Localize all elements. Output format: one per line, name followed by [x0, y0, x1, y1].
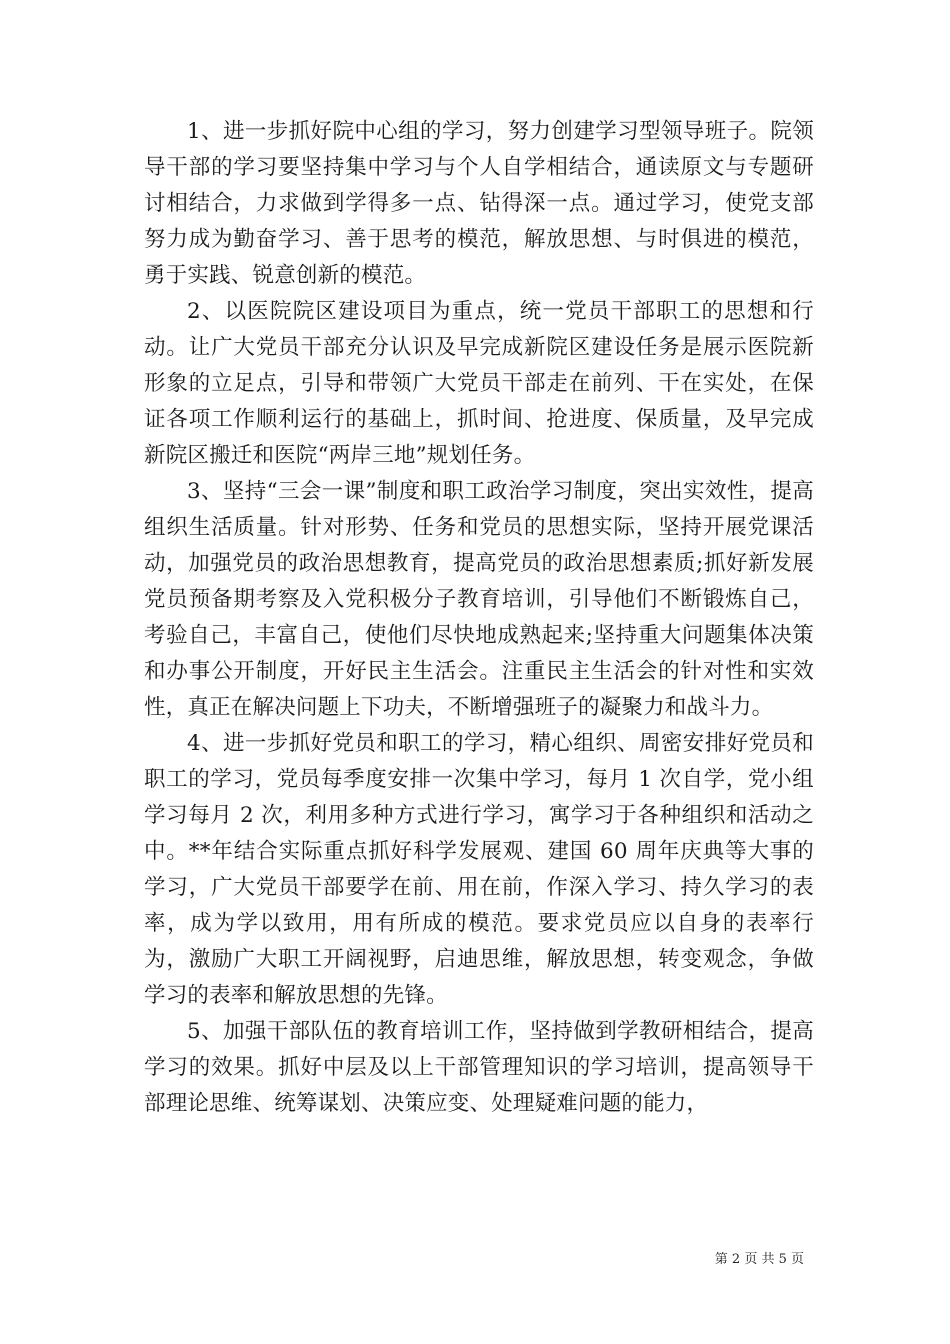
paragraph-2: 2、以医院院区建设项目为重点，统一党员干部职工的思想和行动。让广大党员干部充分认识及早完成新院区建设任务是展示医院新形象的立足点，引导和带领广大党员干部走在前列、干在实处，在保证各项工作顺利运行的基础上，抓时间、抢进度、保质量，及早完成新院区搬迁和医院“两岸三地”规划任务。: [144, 299, 814, 468]
paragraph-4: 4、进一步抓好党员和职工的学习，精心组织、周密安排好党员和职工的学习，党员每季度安排一次集中学习，每月 1 次自学，党小组学习每月 2 次，利用多种方式进行学习，寓学习于各种组织和活动之中。**年结合实际重点抓好科学发展观、建国 60 周年庆典等大事的学习，广大党员干部要学在前、用在前，作深入学习、持久学习的表率，成为学以致用，用有所成的模范。要求党员应以自身的表率行为，激励广大职工开阔视野，启迪思维，解放思想，转变观念，争做学习的表率和解放思想的先锋。: [144, 731, 814, 1008]
document-body: [144, 114, 814, 1122]
paragraph-1: 1、进一步抓好院中心组的学习，努力创建学习型领导班子。院领导干部的学习要坚持集中学习与个人自学相结合，通读原文与专题研讨相结合，力求做到学得多一点、钻得深一点。通过学习，使党支部努力成为勤奋学习、善于思考的模范，解放思想、与时俱进的模范，勇于实践、锐意创新的模范。: [144, 119, 814, 288]
paragraph-3: 3、坚持“三会一课”制度和职工政治学习制度，突出实效性，提高组织生活质量。针对形势、任务和党员的思想实际，坚持开展党课活动，加强党员的政治思想教育，提高党员的政治思想素质;抓好新发展党员预备期考察及入党积极分子教育培训，引导他们不断锻炼自己，考验自己，丰富自己，使他们尽快地成熟起来;坚持重大问题集体决策和办事公开制度，开好民主生活会。注重民主生活会的针对性和实效性，真正在解决问题上下功夫，不断增强班子的凝聚力和战斗力。: [144, 479, 814, 720]
paragraph-5: 5、加强干部队伍的教育培训工作，坚持做到学教研相结合，提高学习的效果。抓好中层及以上干部管理知识的学习培训，提高领导干部理论思维、统筹谋划、决策应变、处理疑难问题的能力，: [144, 1019, 814, 1116]
page-number-footer: 第 2 页 共 5 页: [714, 1252, 804, 1267]
